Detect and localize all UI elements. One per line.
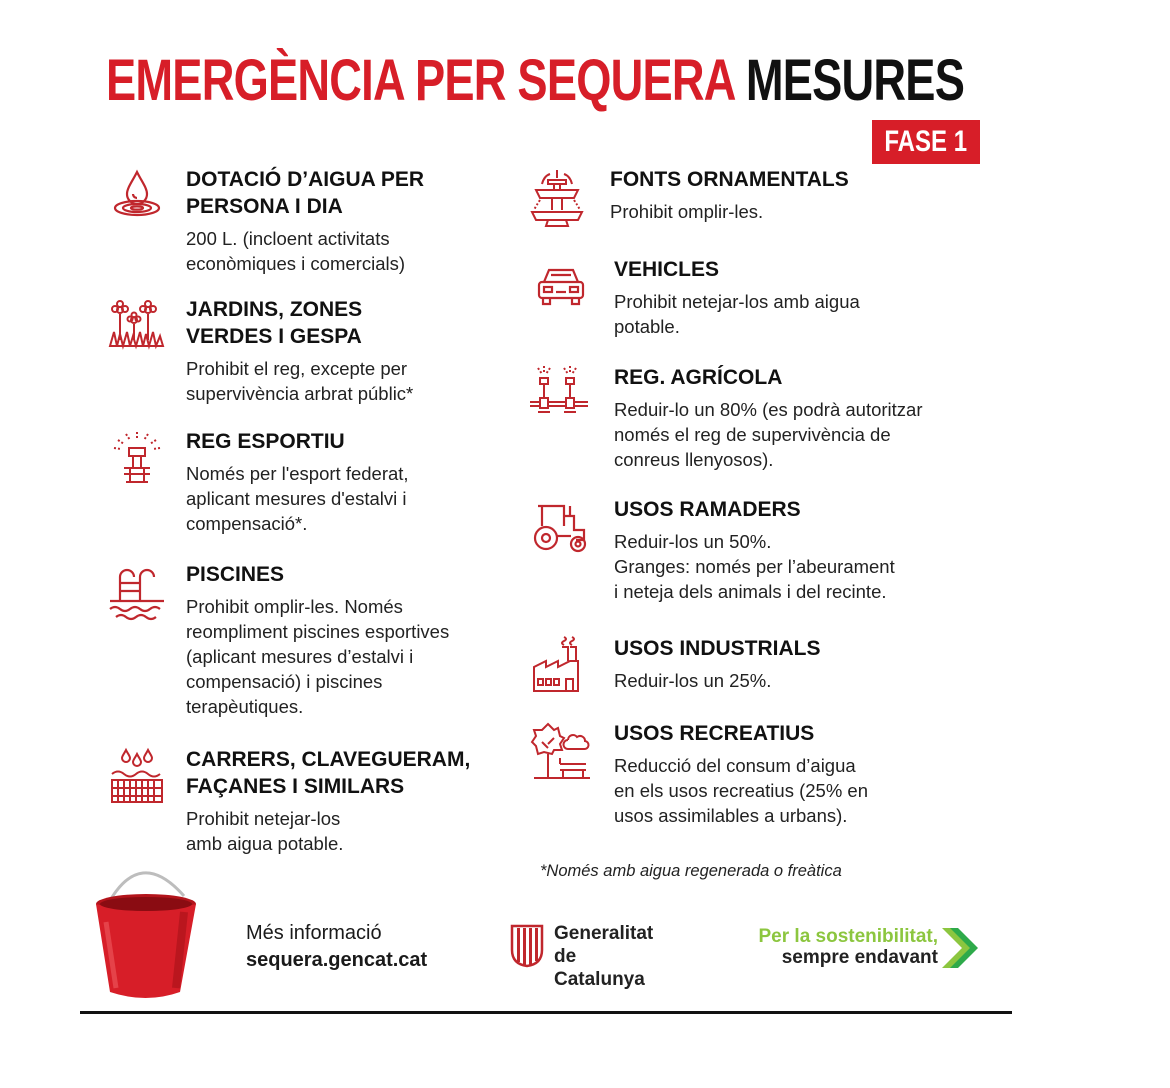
item-title: USOS RECREATIUS [614, 722, 815, 745]
more-info-link[interactable]: sequera.gencat.cat [246, 949, 428, 971]
slogan-line-1: Per la sostenibilitat, [758, 926, 938, 947]
car-icon [530, 256, 592, 318]
item-body: Reduir-los un 50%. Granges: només per l’abeurament i neteja dels animals i del recinte. [614, 531, 895, 602]
generalitat-shield-icon [510, 924, 544, 968]
item-body: Prohibit netejar-los amb aigua potable. [186, 808, 344, 854]
item-body: Només per l'esport federat, aplicant mesures d'estalvi i compensació*. [186, 463, 409, 534]
item-recreational [614, 720, 994, 828]
tractor-icon [530, 496, 592, 558]
item-streets [186, 746, 516, 856]
item-body: Reduir-los un 25%. [614, 670, 772, 691]
page-title [106, 48, 965, 113]
item-water-allowance [186, 166, 516, 276]
item-gardens [186, 296, 516, 406]
water-drop-icon [106, 166, 168, 228]
street-drain-icon [106, 746, 168, 808]
park-tree-icon [530, 720, 592, 782]
item-body: 200 L. (incloent activitats econòmiques i comercials) [186, 228, 406, 274]
footnote: *Només amb aigua regenerada o freàtica [540, 862, 842, 880]
fountain-icon [526, 166, 588, 228]
item-title: USOS RAMADERS [614, 498, 801, 521]
item-title: USOS INDUSTRIALS [614, 637, 821, 660]
item-body: Prohibit omplir-les. [610, 201, 764, 222]
item-title: FONTS ORNAMENTALS [610, 168, 849, 191]
title-measures: MESURES [745, 48, 965, 113]
pool-ladder-icon [106, 561, 168, 623]
item-agricultural-irrigation [614, 364, 994, 472]
sustainability-slogan [724, 926, 938, 968]
item-title: JARDINS, ZONES VERDES I GESPA [186, 298, 363, 348]
item-body: Prohibit omplir-les. Només reompliment piscines esportives (aplicant mesures d’estalvi i compensació) i piscines terapèutiques. [186, 596, 450, 717]
slogan-line-2: sempre endavant [781, 947, 938, 968]
item-title: CARRERS, CLAVEGUERAM, FAÇANES I SIMILARS [186, 748, 471, 798]
title-emergency: EMERGÈNCIA PER SEQUERA [106, 48, 735, 113]
item-industrial [614, 635, 994, 693]
item-title: REG. AGRÍCOLA [614, 366, 783, 389]
item-title: REG ESPORTIU [186, 430, 345, 453]
factory-icon [530, 635, 592, 697]
item-sports-irrigation [186, 428, 516, 536]
item-body: Reduir-lo un 80% (es podrà autoritzar només el reg de supervivència de conreus llenyosos). [614, 399, 923, 470]
item-body: Reducció del consum d’aigua en els usos recreatius (25% en usos assimilables a urbans). [614, 755, 868, 826]
item-vehicles [614, 256, 994, 339]
chevron-right-icon [940, 926, 982, 970]
item-fountains [610, 166, 990, 224]
bottom-divider [80, 1011, 1012, 1014]
more-info-label: Més informació [246, 922, 382, 944]
irrigation-icon [528, 364, 590, 426]
item-title: VEHICLES [614, 258, 720, 281]
bucket-image [80, 852, 210, 1002]
item-body: Prohibit netejar-los amb aigua potable. [614, 291, 860, 337]
item-title: PISCINES [186, 563, 285, 586]
more-info [246, 920, 427, 974]
generalitat-name: Generalitat de Catalunya [554, 923, 654, 990]
item-body: Prohibit el reg, excepte per supervivència arbrat públic* [186, 358, 414, 404]
item-title: DOTACIÓ D’AIGUA PER PERSONA I DIA [186, 168, 425, 218]
phase-badge: FASE 1 [872, 120, 980, 164]
sprinkler-icon [106, 428, 168, 490]
item-livestock [614, 496, 994, 604]
item-pools [186, 561, 516, 719]
garden-flowers-icon [106, 296, 168, 358]
